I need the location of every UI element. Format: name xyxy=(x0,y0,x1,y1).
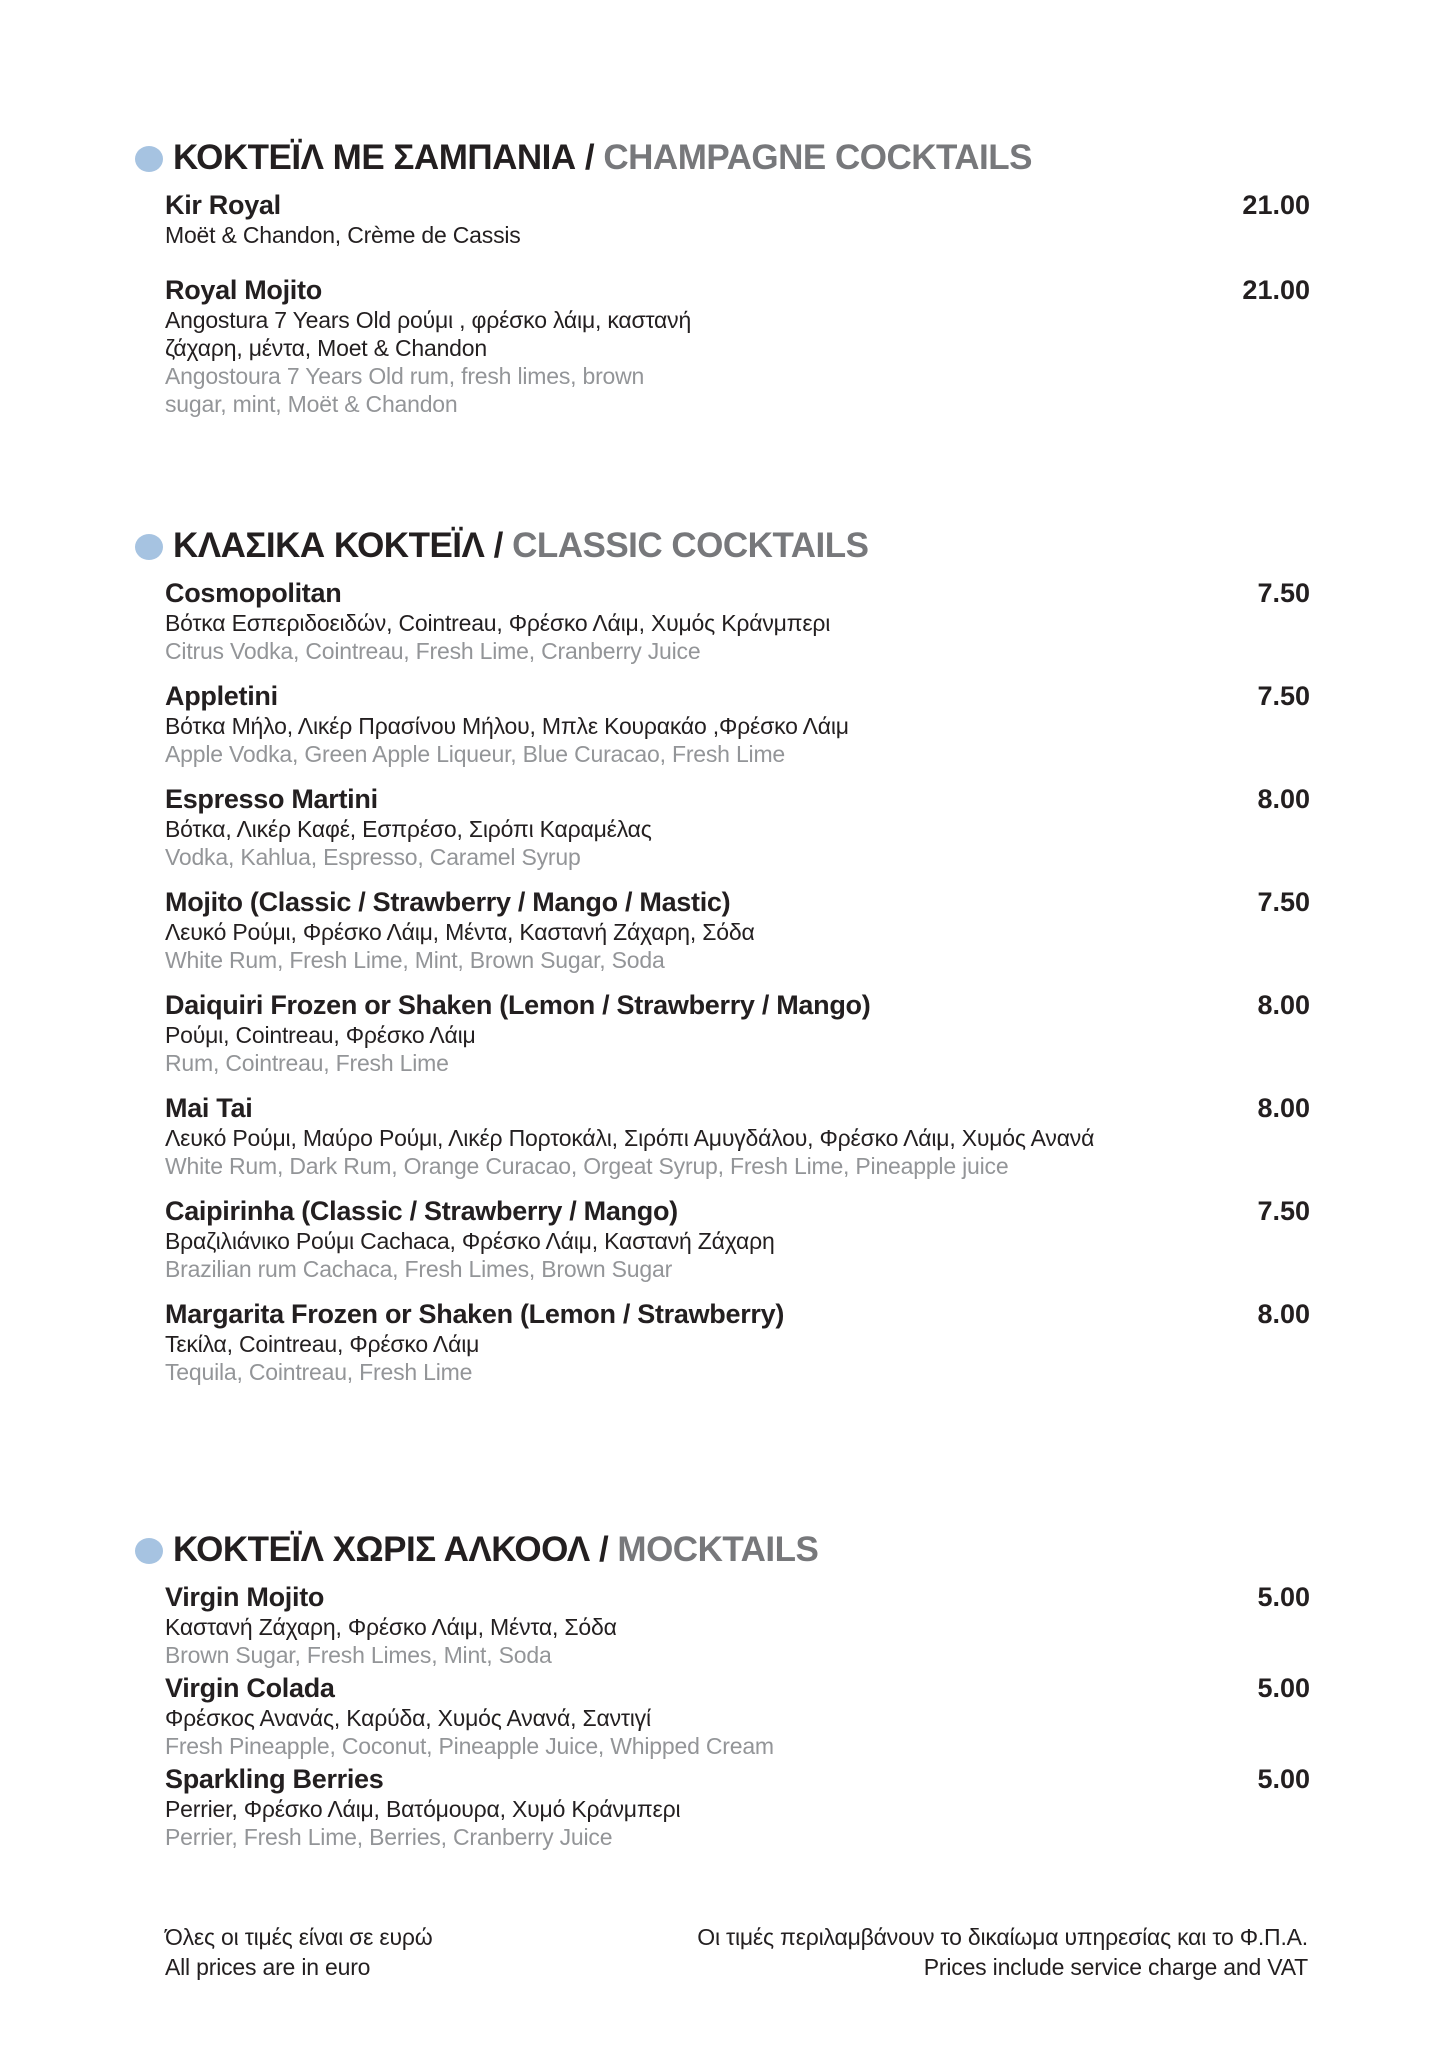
item-description-english: Angostoura 7 Years Old rum, fresh limes, brown xyxy=(165,363,645,389)
item-description-english: Tequila, Cointreau, Fresh Lime xyxy=(165,1359,473,1385)
menu-section-champagne xyxy=(165,138,1310,418)
menu-item-text xyxy=(165,1582,617,1669)
section-title-greek: ΚΟΚΤΕΪΛ ΧΩΡΙΣ ΑΛΚΟΟΛ xyxy=(173,1530,590,1569)
menu-item xyxy=(165,990,1310,1077)
item-name: Mojito (Classic / Strawberry / Mango / Mastic) xyxy=(165,887,731,917)
item-description-greek: Καστανή Ζάχαρη, Φρέσκο Λάιμ, Μέντα, Σόδα xyxy=(165,1614,617,1640)
section-header xyxy=(173,1530,1310,1570)
item-price: 8.00 xyxy=(1257,1093,1310,1123)
item-description-greek: Βότκα Μήλο, Λικέρ Πρασίνου Μήλου, Μπλε Κουρακάο ,Φρέσκο Λάιμ xyxy=(165,713,849,739)
item-description-english: White Rum, Fresh Lime, Mint, Brown Sugar, Soda xyxy=(165,947,665,973)
item-price: 8.00 xyxy=(1257,784,1310,814)
menu-item-text xyxy=(165,990,870,1077)
section-title-separator: / xyxy=(598,1530,618,1569)
footer-note-english: All prices are in euro xyxy=(165,1954,371,1980)
item-description-greek: Λευκό Ρούμι, Φρέσκο Λάιμ, Μέντα, Καστανή Ζάχαρη, Σόδα xyxy=(165,919,755,945)
footer-note-greek: Όλες οι τιμές είναι σε ευρώ xyxy=(165,1924,433,1950)
footer-left xyxy=(165,1922,432,1982)
menu-item xyxy=(165,1299,1310,1386)
section-title-english: MOCKTAILS xyxy=(617,1530,819,1569)
item-description-english: Vodka, Kahlua, Espresso, Caramel Syrup xyxy=(165,844,581,870)
item-description-greek: Βότκα Εσπεριδοειδών, Cointreau, Φρέσκο Λάιμ, Χυμός Κράνμπερι xyxy=(165,610,831,636)
item-price: 7.50 xyxy=(1257,578,1310,608)
section-items xyxy=(165,190,1310,418)
item-description-greek: Βότκα, Λικέρ Καφέ, Εσπρέσο, Σιρόπι Καραμέλας xyxy=(165,816,652,842)
item-price: 5.00 xyxy=(1257,1582,1310,1612)
item-description-english: Perrier, Fresh Lime, Berries, Cranberry Juice xyxy=(165,1824,613,1850)
item-price: 7.50 xyxy=(1257,681,1310,711)
menu-item xyxy=(165,1093,1310,1180)
item-description-english: Citrus Vodka, Cointreau, Fresh Lime, Cranberry Juice xyxy=(165,638,701,664)
menu-item-text xyxy=(165,190,521,249)
section-bullet-icon xyxy=(135,146,163,172)
section-bullet-icon xyxy=(135,1538,163,1564)
section-title-english: CLASSIC COCKTAILS xyxy=(512,526,869,565)
item-description-english: sugar, mint, Moët & Chandon xyxy=(165,391,458,417)
menu-item xyxy=(165,190,1310,249)
section-title-english: CHAMPAGNE COCKTAILS xyxy=(603,138,1033,177)
menu-section-classic xyxy=(165,526,1310,1386)
item-name: Royal Mojito xyxy=(165,275,322,305)
section-items xyxy=(165,578,1310,1386)
item-price: 7.50 xyxy=(1257,887,1310,917)
item-description-greek: Φρέσκος Ανανάς, Καρύδα, Χυμός Ανανά, Σαντιγί xyxy=(165,1705,651,1731)
item-price: 5.00 xyxy=(1257,1673,1310,1703)
menu-item-text xyxy=(165,887,755,974)
item-description-greek: Moët & Chandon, Crème de Cassis xyxy=(165,222,521,248)
footer-right xyxy=(697,1922,1308,1982)
menu-item xyxy=(165,887,1310,974)
item-price: 5.00 xyxy=(1257,1764,1310,1794)
menu-sections xyxy=(165,138,1310,1851)
item-name: Cosmopolitan xyxy=(165,578,342,608)
item-price: 21.00 xyxy=(1242,275,1310,305)
item-description-greek: Ρούμι, Cointreau, Φρέσκο Λάιμ xyxy=(165,1022,476,1048)
item-description-english: Fresh Pineapple, Coconut, Pineapple Juice, Whipped Cream xyxy=(165,1733,774,1759)
item-name: Virgin Mojito xyxy=(165,1582,325,1612)
section-title-separator: / xyxy=(584,138,604,177)
item-description-greek: ζάχαρη, μέντα, Moet & Chandon xyxy=(165,335,487,361)
item-name: Sparkling Berries xyxy=(165,1764,384,1794)
item-price: 8.00 xyxy=(1257,990,1310,1020)
menu-item-text xyxy=(165,275,691,418)
item-description-english: Brown Sugar, Fresh Limes, Mint, Soda xyxy=(165,1642,552,1668)
item-name: Caipirinha (Classic / Strawberry / Mango) xyxy=(165,1196,678,1226)
item-name: Kir Royal xyxy=(165,190,281,220)
item-description-english: White Rum, Dark Rum, Orange Curacao, Orgeat Syrup, Fresh Lime, Pineapple juice xyxy=(165,1153,1009,1179)
section-bullet-icon xyxy=(135,534,163,560)
section-header xyxy=(173,138,1310,178)
menu-item xyxy=(165,578,1310,665)
menu-item-text xyxy=(165,1673,774,1760)
menu-item xyxy=(165,1673,1310,1760)
item-name: Appletini xyxy=(165,681,278,711)
item-name: Daiquiri Frozen or Shaken (Lemon / Strawberry / Mango) xyxy=(165,990,871,1020)
item-name: Margarita Frozen or Shaken (Lemon / Strawberry) xyxy=(165,1299,785,1329)
item-name: Mai Tai xyxy=(165,1093,253,1123)
menu-item-text xyxy=(165,578,830,665)
menu-item-text xyxy=(165,1196,775,1283)
item-name: Espresso Martini xyxy=(165,784,378,814)
menu-section-mocktails xyxy=(165,1530,1310,1851)
menu-item-text xyxy=(165,1093,1094,1180)
section-title-greek: ΚΛΑΣΙΚΑ ΚΟΚΤΕΪΛ xyxy=(173,526,485,565)
item-description-english: Brazilian rum Cachaca, Fresh Limes, Brown Sugar xyxy=(165,1256,673,1282)
section-items xyxy=(165,1582,1310,1851)
item-description-greek: Perrier, Φρέσκο Λάιμ, Βατόμουρα, Χυμό Κράνμπερι xyxy=(165,1796,681,1822)
menu-item xyxy=(165,1764,1310,1851)
menu-item xyxy=(165,681,1310,768)
menu-item xyxy=(165,275,1310,418)
item-price: 21.00 xyxy=(1242,190,1310,220)
section-title-separator: / xyxy=(493,526,513,565)
section-header xyxy=(173,526,1310,566)
item-description-english: Apple Vodka, Green Apple Liqueur, Blue Curacao, Fresh Lime xyxy=(165,741,786,767)
item-price: 7.50 xyxy=(1257,1196,1310,1226)
menu-item-text xyxy=(165,681,849,768)
item-description-greek: Τεκίλα, Cointreau, Φρέσκο Λάιμ xyxy=(165,1331,480,1357)
item-price: 8.00 xyxy=(1257,1299,1310,1329)
menu-item-text xyxy=(165,1299,784,1386)
item-description-greek: Λευκό Ρούμι, Μαύρο Ρούμι, Λικέρ Πορτοκάλι, Σιρόπι Αμυγδάλου, Φρέσκο Λάιμ, Χυμός Ανανά xyxy=(165,1125,1095,1151)
item-description-greek: Angostura 7 Years Old ρούμι , φρέσκο λάιμ, καστανή xyxy=(165,307,692,333)
footer-vat-note-greek: Οι τιμές περιλαμβάνουν το δικαίωμα υπηρεσίας και το Φ.Π.Α. xyxy=(697,1924,1308,1950)
item-description-english: Rum, Cointreau, Fresh Lime xyxy=(165,1050,449,1076)
footer xyxy=(165,1922,1308,1982)
menu-item xyxy=(165,784,1310,871)
item-description-greek: Βραζιλιάνικο Ρούμι Cachaca, Φρέσκο Λάιμ, Καστανή Ζάχαρη xyxy=(165,1228,775,1254)
item-name: Virgin Colada xyxy=(165,1673,335,1703)
menu-item-text xyxy=(165,1764,680,1851)
menu-item xyxy=(165,1196,1310,1283)
menu-item xyxy=(165,1582,1310,1669)
footer-vat-note-english: Prices include service charge and VAT xyxy=(923,1954,1308,1980)
section-title-greek: ΚΟΚΤΕΪΛ ΜΕ ΣΑΜΠΑΝΙΑ xyxy=(173,138,576,177)
menu-item-text xyxy=(165,784,652,871)
